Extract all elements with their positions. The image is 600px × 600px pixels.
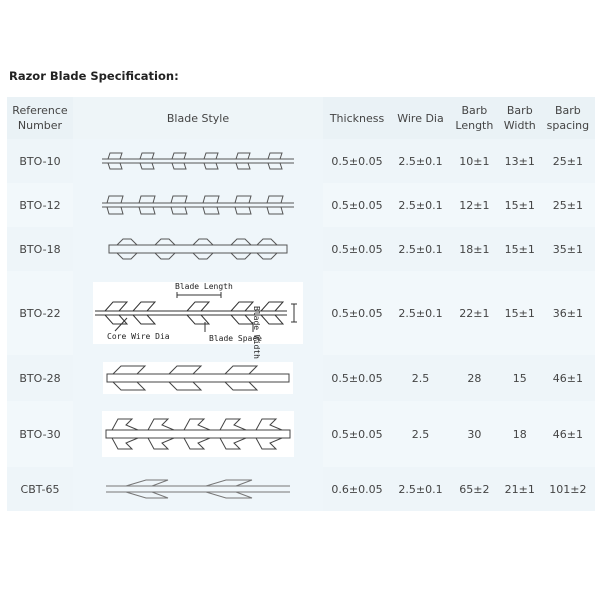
cell-barb-length: 12±1 <box>459 198 490 212</box>
table-row <box>7 227 595 271</box>
blade-width-label: Blade Width <box>252 306 261 359</box>
cell-wire-dia: 2.5 <box>411 427 430 441</box>
cell-barb-length: 28 <box>467 371 482 385</box>
header-barb-spacing-line2: spacing <box>546 119 590 132</box>
spec-table <box>7 97 595 511</box>
blade-length-label: Blade Length <box>175 282 233 291</box>
cell-barb-width: 15±1 <box>504 242 535 256</box>
cell-ref: BTO-10 <box>19 154 61 168</box>
cell-ref: BTO-28 <box>19 371 61 385</box>
cell-barb-spacing: 46±1 <box>552 427 583 441</box>
header-ref-line1: Reference <box>12 104 68 117</box>
table-row <box>7 401 595 467</box>
blade-style-bto10-image <box>98 146 298 176</box>
cell-ref: BTO-22 <box>19 306 61 320</box>
cell-blade-style <box>73 271 323 359</box>
header-ref-line2: Number <box>17 119 63 132</box>
cell-barb-spacing: 25±1 <box>552 154 583 168</box>
blade-style-bto12-image <box>98 190 298 220</box>
table-row <box>7 355 595 401</box>
header-row <box>7 97 595 139</box>
header-barb-length <box>450 97 499 139</box>
cell-blade-style <box>73 139 323 183</box>
header-barb-width-line2: Width <box>503 119 536 132</box>
cell-wire-dia: 2.5±0.1 <box>398 242 443 256</box>
blade-style-cbt65-image <box>102 475 294 503</box>
cell-thickness: 0.5±0.05 <box>331 198 383 212</box>
cell-ref: BTO-12 <box>19 198 61 212</box>
cell-thickness: 0.5±0.05 <box>331 154 383 168</box>
core-wire-dia-label: Core Wire Dia <box>107 332 170 341</box>
blade-style-bto30-image <box>102 411 294 457</box>
cell-thickness: 0.6±0.05 <box>331 482 383 496</box>
cell-wire-dia: 2.5±0.1 <box>398 306 443 320</box>
cell-ref: BTO-30 <box>19 427 61 441</box>
cell-ref: BTO-18 <box>19 242 61 256</box>
cell-barb-width: 15 <box>512 371 527 385</box>
cell-wire-dia: 2.5±0.1 <box>398 198 443 212</box>
cell-barb-length: 18±1 <box>459 242 490 256</box>
cell-barb-length: 10±1 <box>459 154 490 168</box>
header-barb-length-line2: Length <box>455 119 494 132</box>
blade-style-bto18-image <box>103 234 293 264</box>
header-blade-style: Blade Style <box>73 97 323 139</box>
cell-barb-spacing: 35±1 <box>552 242 583 256</box>
header-barb-width-line1: Barb <box>506 104 533 117</box>
cell-barb-spacing: 101±2 <box>549 482 587 496</box>
cell-barb-width: 21±1 <box>504 482 535 496</box>
header-barb-spacing <box>541 97 595 139</box>
cell-blade-style <box>73 355 323 401</box>
cell-thickness: 0.5±0.05 <box>331 427 383 441</box>
blade-space-label: Blade Space <box>209 334 262 343</box>
cell-thickness: 0.5±0.05 <box>331 242 383 256</box>
header-thickness: Thickness <box>323 97 391 139</box>
header-wire-dia: Wire Dia <box>391 97 450 139</box>
table-row <box>7 271 595 355</box>
header-barb-width <box>499 97 541 139</box>
blade-style-bto28-image <box>103 362 293 394</box>
cell-barb-spacing: 46±1 <box>552 371 583 385</box>
cell-barb-length: 30 <box>467 427 482 441</box>
blade-style-bto22-diagram <box>93 282 303 359</box>
table-row <box>7 467 595 511</box>
table-row <box>7 183 595 227</box>
cell-blade-style <box>73 183 323 227</box>
cell-barb-spacing: 36±1 <box>552 306 583 320</box>
header-barb-length-line1: Barb <box>461 104 488 117</box>
cell-thickness: 0.5±0.05 <box>331 371 383 385</box>
cell-barb-length: 65±2 <box>459 482 490 496</box>
cell-blade-style <box>73 401 323 467</box>
cell-barb-length: 22±1 <box>459 306 490 320</box>
cell-barb-width: 15±1 <box>504 198 535 212</box>
table-row <box>7 139 595 183</box>
cell-thickness: 0.5±0.05 <box>331 306 383 320</box>
cell-wire-dia: 2.5 <box>411 371 430 385</box>
cell-barb-width: 15±1 <box>504 306 535 320</box>
header-barb-spacing-line1: Barb <box>554 104 581 117</box>
cell-wire-dia: 2.5±0.1 <box>398 482 443 496</box>
cell-barb-width: 13±1 <box>504 154 535 168</box>
header-reference-number <box>7 97 73 139</box>
cell-barb-spacing: 25±1 <box>552 198 583 212</box>
cell-blade-style <box>73 467 323 511</box>
cell-blade-style <box>73 227 323 271</box>
page-title: Razor Blade Specification: <box>9 69 179 83</box>
cell-ref: CBT-65 <box>20 482 60 496</box>
cell-barb-width: 18 <box>512 427 527 441</box>
cell-wire-dia: 2.5±0.1 <box>398 154 443 168</box>
